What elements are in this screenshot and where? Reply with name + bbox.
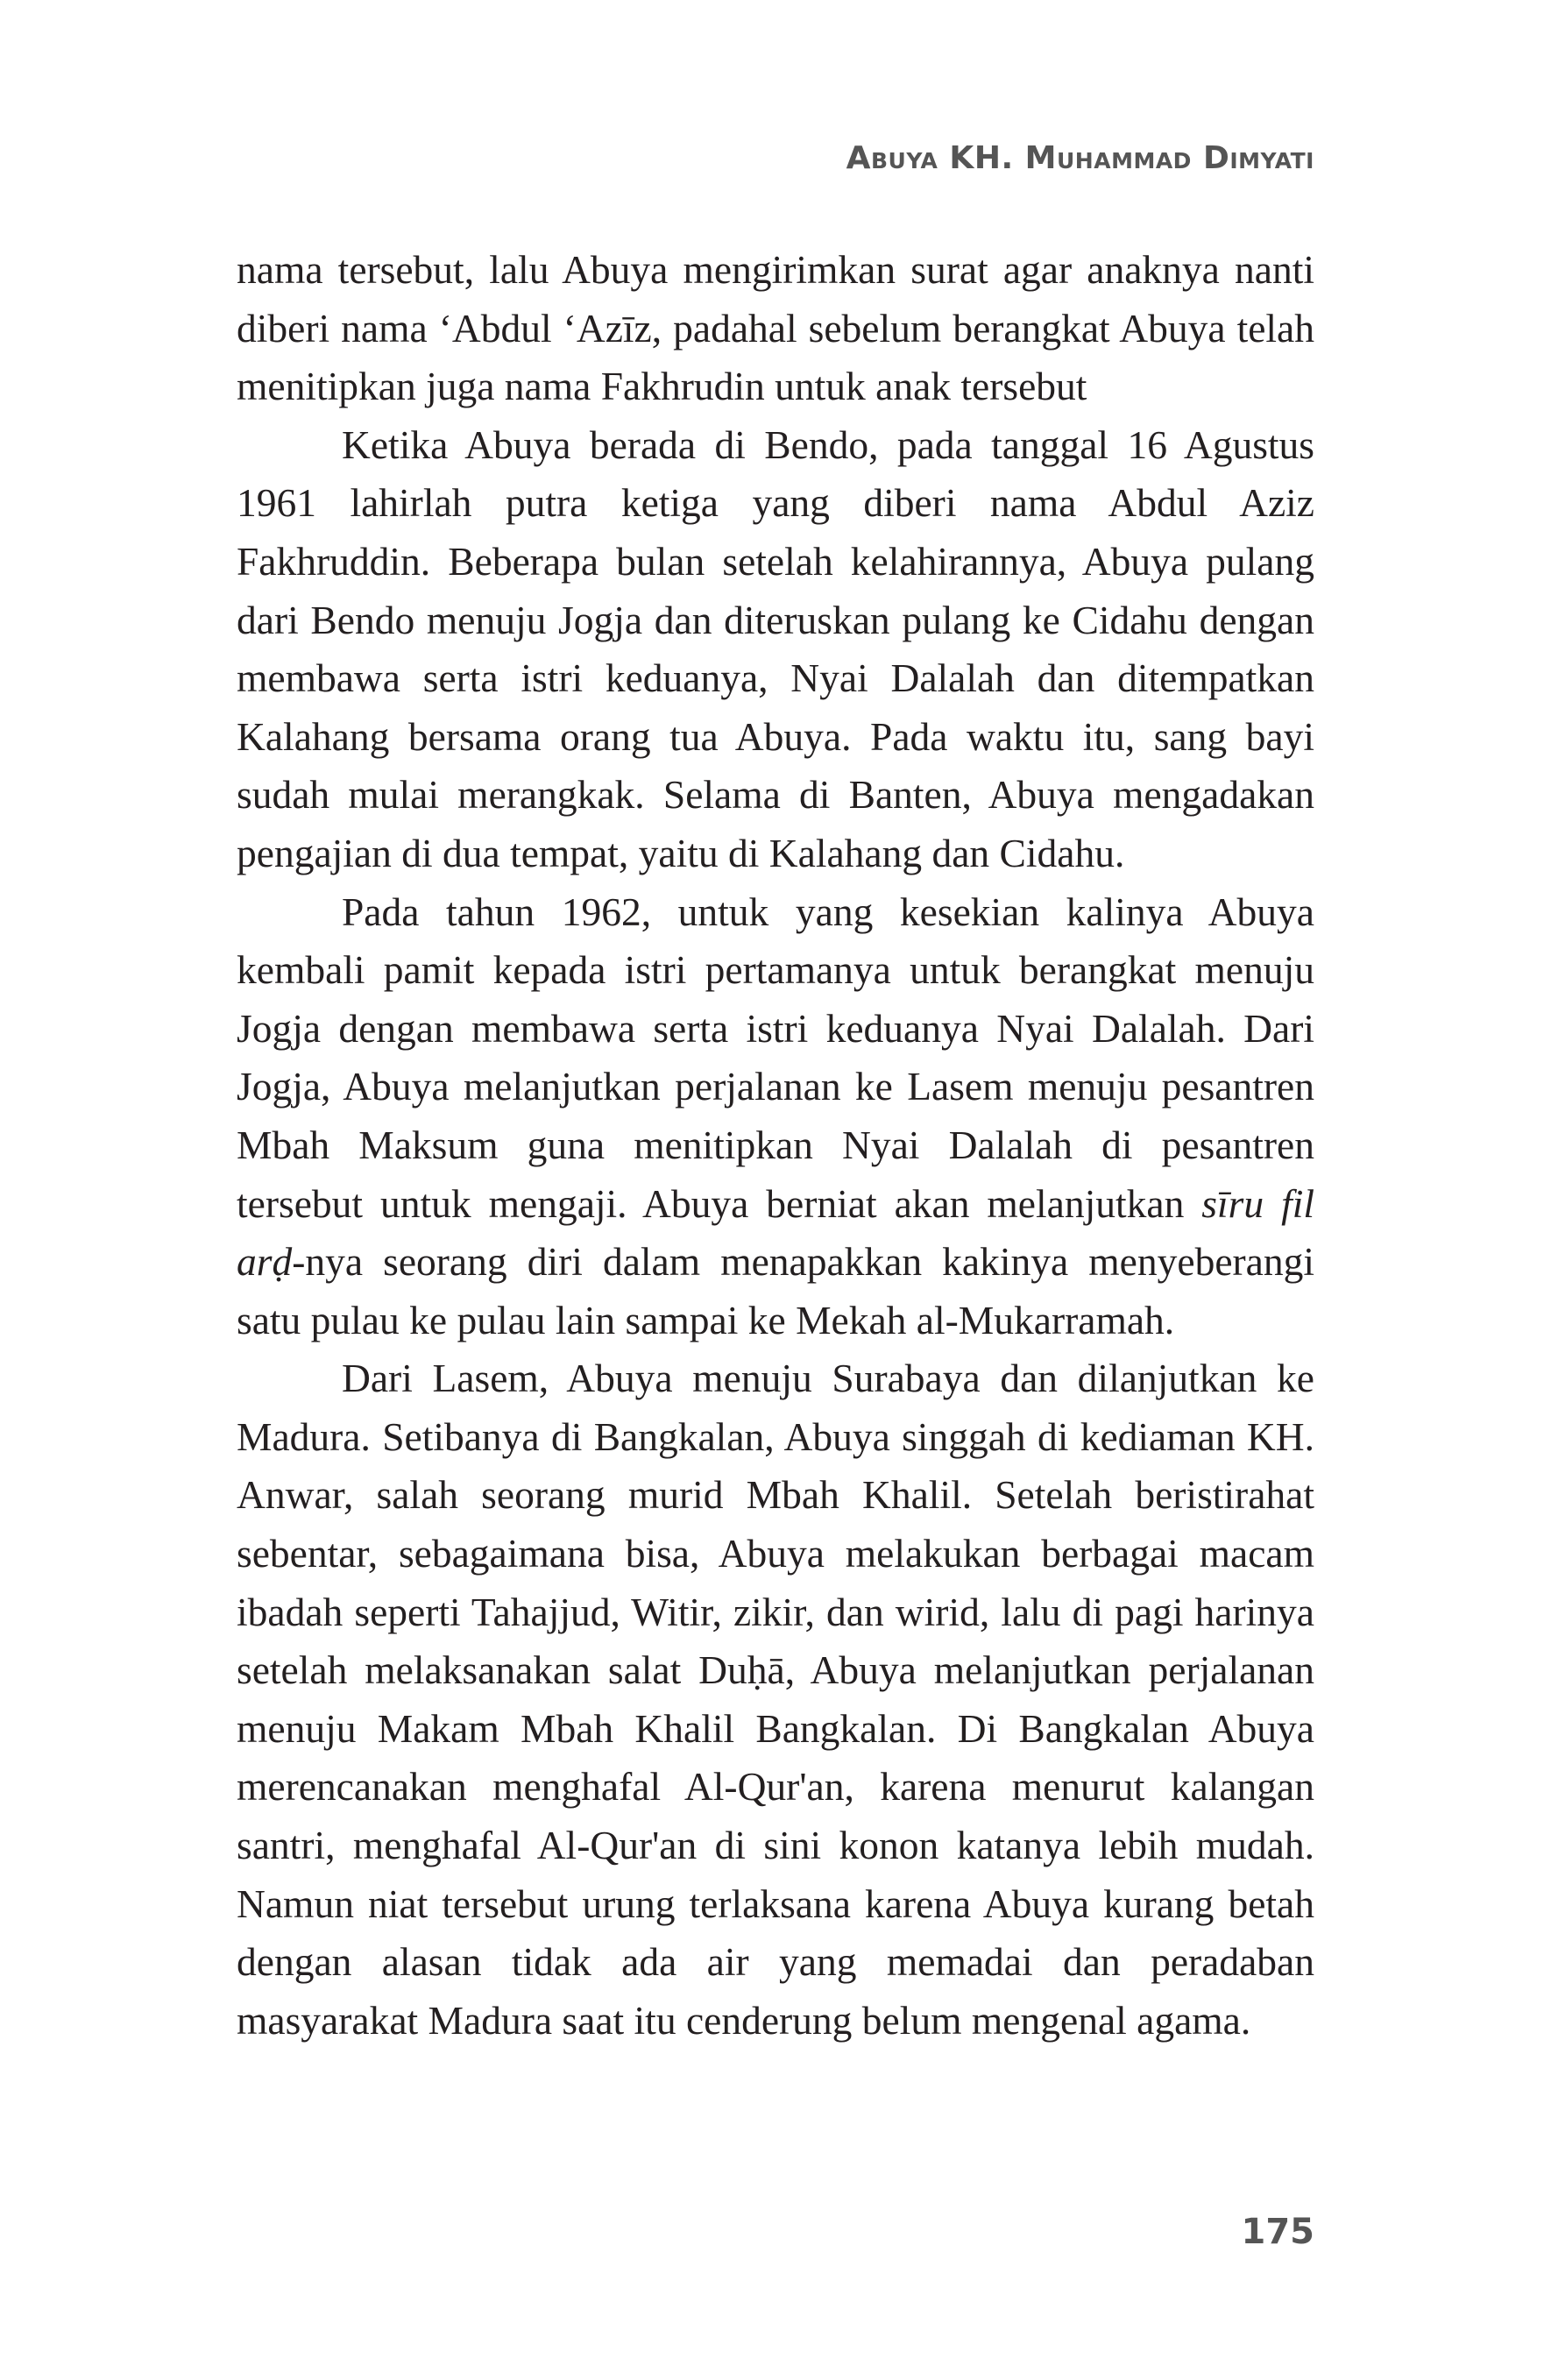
paragraph-madura: Dari Lasem, Abuya menuju Surabaya dan dilanjutkan ke Madura. Setibanya di Bangkalan, Abuya singgah di kediaman KH. Anwar, salah seorang murid Mbah Khalil. Setelah beristirahat sebentar, sebagaimana bisa, Abuya melakukan berbagai macam ibadah seperti Tahajjud, Witir, zikir, dan wirid, lalu di pagi harinya setelah melaksanakan salat Duḥā, Abuya melanjutkan perjalanan menuju Makam Mbah Khalil Bangkalan. Di Bangkalan Abuya merencanakan menghafal Al-Qur'an, karena menurut kalangan santri, menghafal Al-Qur'an di sini konon katanya lebih mudah. Namun niat tersebut urung terlaksana karena Abuya kurang betah dengan alasan tidak ada air yang memadai dan peradaban masyarakat Madura saat itu cenderung belum mengenal agama.	[237, 1356, 1314, 2043]
paragraph-text-after-term: -nya seorang diri dalam menapakkan kakinya menyeberangi satu pulau ke pulau lain sampai ke Mekah al-Mukarramah.	[237, 1239, 1314, 1342]
paragraph-continuation: nama tersebut, lalu Abuya mengirimkan surat agar anaknya nanti diberi nama ‘Abdul ‘Azīz, padahal sebelum berangkat Abuya telah menitipkan juga nama Fakhrudin untuk anak tersebut	[237, 247, 1314, 409]
paragraph-birth: Ketika Abuya berada di Bendo, pada tanggal 16 Agustus 1961 lahirlah putra ketiga yang diberi nama Abdul Aziz Fakhruddin. Beberapa bulan setelah kelahirannya, Abuya pulang dari Bendo menuju Jogja dan diteruskan pulang ke Cidahu dengan membawa serta istri keduanya, Nyai Dalalah dan ditempatkan Kalahang bersama orang tua Abuya. Pada waktu itu, sang bayi sudah mulai merangkak. Selama di Banten, Abuya mengadakan pengajian di dua tempat, yaitu di Kalahang dan Cidahu.	[237, 421, 1314, 875]
body-text	[237, 241, 1314, 2050]
page-number: 175	[1241, 2212, 1314, 2252]
running-header: Abuya KH. Muhammad Dimyati	[846, 140, 1314, 176]
paragraph-text-before-term: Pada tahun 1962, untuk yang kesekian kalinya Abuya kembali pamit kepada istri pertamanya untuk berangkat menuju Jogja dengan membawa serta istri keduanya Nyai Dalalah. Dari Jogja, Abuya melanjutkan perjalanan ke Lasem menuju pesantren Mbah Maksum guna menitipkan Nyai Dalalah di pesantren tersebut untuk mengaji. Abuya berniat akan melanjutkan	[237, 889, 1314, 1226]
paragraph-journey-1962	[237, 883, 1314, 1350]
italic-arabic-term: sīru fil arḍ	[237, 1180, 1314, 1285]
